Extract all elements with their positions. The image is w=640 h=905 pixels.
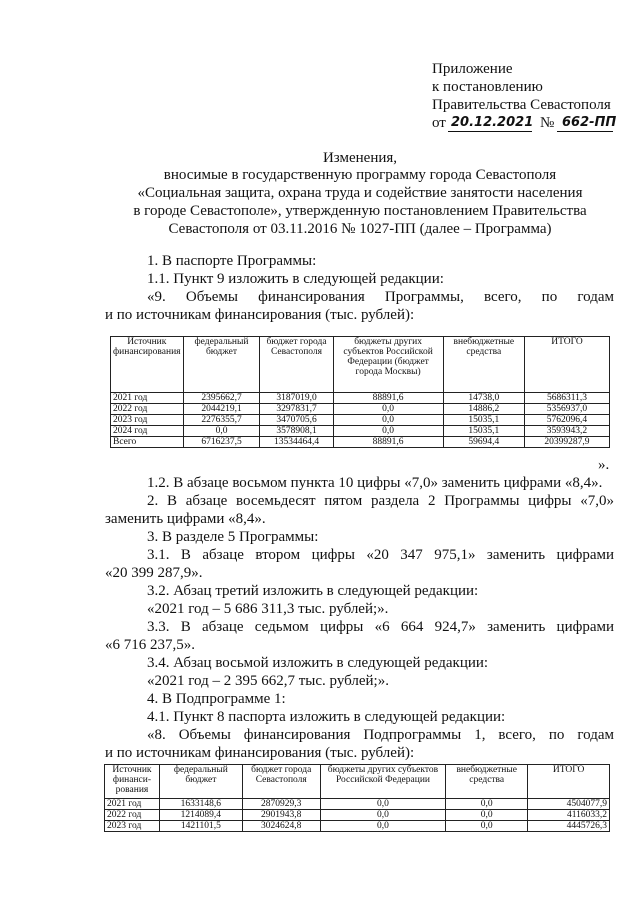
- header-source: Источник финанси-рования: [105, 765, 160, 799]
- appendix-from-label: от: [432, 115, 446, 131]
- appendix-line-1: Приложение: [432, 61, 513, 77]
- header-city: бюджет города Севастополя: [242, 765, 320, 799]
- para-4-1-quote-a: «8. Объемы финансирования Подпрограммы 1, всего, по годам: [147, 727, 614, 743]
- cell-other: 0,0: [320, 799, 446, 810]
- para-3-2: 3.2. Абзац третий изложить в следующей редакции:: [147, 583, 479, 599]
- header-extrabudget: внебюджетные средства: [443, 337, 524, 393]
- table-row: [111, 426, 610, 437]
- cell-other: 0,0: [333, 404, 443, 415]
- para-1-1: 1.1. Пункт 9 изложить в следующей редакции:: [147, 271, 444, 287]
- title-line-3: в городе Севастополе», утвержденную постановлением Правительства: [133, 203, 587, 219]
- cell-year: 2021 год: [111, 393, 184, 404]
- cell-extrabudget: 0,0: [446, 799, 528, 810]
- cell-city: 2901943,8: [242, 810, 320, 821]
- cell-total: 3593943,2: [524, 426, 609, 437]
- cell-federal: 1214089,4: [159, 810, 242, 821]
- cell-extrabudget: 0,0: [446, 810, 528, 821]
- number-underline: [557, 131, 613, 132]
- appendix-number-label: №: [540, 115, 555, 131]
- para-1-1-quote-a: «9. Объемы финансирования Программы, всего, по годам: [147, 289, 614, 305]
- cell-federal: 6716237,5: [183, 437, 260, 448]
- table-header-row: [105, 765, 610, 799]
- header-city: бюджет города Севастополя: [260, 337, 333, 393]
- header-extrabudget: внебюджетные средства: [446, 765, 528, 799]
- table-row: [111, 393, 610, 404]
- cell-extrabudget: 0,0: [446, 821, 528, 832]
- para-4: 4. В Подпрограмме 1:: [147, 691, 286, 707]
- table-row: [111, 415, 610, 426]
- cell-other: 88891,6: [333, 393, 443, 404]
- cell-other: 0,0: [320, 810, 446, 821]
- header-federal: федеральный бюджет: [159, 765, 242, 799]
- para-1-2: 1.2. В абзаце восьмом пункта 10 цифры «7,0» заменить цифрами «8,4».: [147, 475, 603, 491]
- table-row: [105, 799, 610, 810]
- title-line-2: «Социальная защита, охрана труда и содействие занятости населения: [137, 185, 583, 201]
- cell-city: 3578908,1: [260, 426, 333, 437]
- cell-year: 2023 год: [105, 821, 160, 832]
- appendix-line-3: Правительства Севастополя: [432, 97, 611, 113]
- cell-total: 5762096,4: [524, 415, 609, 426]
- cell-year: Всего: [111, 437, 184, 448]
- appendix-number: 662-ПП: [562, 115, 617, 130]
- cell-federal: 0,0: [183, 426, 260, 437]
- cell-city: 13534464,4: [260, 437, 333, 448]
- cell-total: 4504077,9: [528, 799, 610, 810]
- title-line-4: Севастополя от 03.11.2016 № 1027-ПП (далее – Программа): [168, 221, 552, 237]
- header-source: Источник финансирования: [111, 337, 184, 393]
- cell-year: 2022 год: [105, 810, 160, 821]
- cell-extrabudget: 14738,0: [443, 393, 524, 404]
- financing-table-subprogram: [104, 764, 610, 832]
- para-3-3-b: «6 716 237,5».: [105, 637, 195, 653]
- para-3: 3. В разделе 5 Программы:: [147, 529, 319, 545]
- cell-city: 3187019,0: [260, 393, 333, 404]
- para-3-1-a: 3.1. В абзаце втором цифры «20 347 975,1» заменить цифрами: [147, 547, 614, 563]
- table-row: [111, 404, 610, 415]
- date-underline: [448, 131, 532, 132]
- cell-city: 3024624,8: [242, 821, 320, 832]
- cell-total: 5686311,3: [524, 393, 609, 404]
- cell-year: 2023 год: [111, 415, 184, 426]
- cell-city: 3297831,7: [260, 404, 333, 415]
- para-1: 1. В паспорте Программы:: [147, 253, 317, 269]
- table-row: [105, 810, 610, 821]
- cell-year: 2021 год: [105, 799, 160, 810]
- cell-federal: 2276355,7: [183, 415, 260, 426]
- para-3-1-b: «20 399 287,9».: [105, 565, 203, 581]
- para-2-a: 2. В абзаце восемьдесят пятом раздела 2 Программы цифры «7,0»: [147, 493, 614, 509]
- appendix-line-2: к постановлению: [432, 79, 543, 95]
- title-line-1: вносимые в государственную программу города Севастополя: [163, 167, 557, 183]
- closing-quote: ».: [598, 457, 610, 473]
- cell-city: 2870929,3: [242, 799, 320, 810]
- para-1-1-quote-b: и по источникам финансирования (тыс. рублей):: [105, 307, 415, 323]
- cell-extrabudget: 14886,2: [443, 404, 524, 415]
- para-3-4: 3.4. Абзац восьмой изложить в следующей редакции:: [147, 655, 489, 671]
- header-other-subjects: бюджеты других субъектов Российской Федерации: [320, 765, 446, 799]
- table-row: [105, 821, 610, 832]
- cell-extrabudget: 15035,1: [443, 426, 524, 437]
- cell-total: 5356937,0: [524, 404, 609, 415]
- cell-other: 88891,6: [333, 437, 443, 448]
- cell-year: 2022 год: [111, 404, 184, 415]
- cell-federal: 2044219,1: [183, 404, 260, 415]
- para-2-b: заменить цифрами «8,4».: [105, 511, 266, 527]
- cell-other: 0,0: [333, 426, 443, 437]
- header-federal: федеральный бюджет: [183, 337, 260, 393]
- cell-extrabudget: 59694,4: [443, 437, 524, 448]
- cell-total: 4116033,2: [528, 810, 610, 821]
- financing-table-program: [110, 336, 610, 448]
- para-4-1: 4.1. Пункт 8 паспорта изложить в следующей редакции:: [147, 709, 506, 725]
- table-row-total: [111, 437, 610, 448]
- cell-other: 0,0: [320, 821, 446, 832]
- cell-city: 3470705,6: [260, 415, 333, 426]
- para-3-2-quote: «2021 год – 5 686 311,3 тыс. рублей;».: [147, 601, 389, 617]
- cell-federal: 1633148,6: [159, 799, 242, 810]
- para-4-1-quote-b: и по источникам финансирования (тыс. рублей):: [105, 745, 415, 761]
- cell-federal: 1421101,5: [159, 821, 242, 832]
- header-other-subjects: бюджеты других субъектов Российской Федерации (бюджет города Москвы): [333, 337, 443, 393]
- cell-federal: 2395662,7: [183, 393, 260, 404]
- table-header-row: [111, 337, 610, 393]
- header-total: ИТОГО: [528, 765, 610, 799]
- cell-year: 2024 год: [111, 426, 184, 437]
- cell-total: 4445726,3: [528, 821, 610, 832]
- cell-extrabudget: 15035,1: [443, 415, 524, 426]
- cell-total: 20399287,9: [524, 437, 609, 448]
- para-3-4-quote: «2021 год – 2 395 662,7 тыс. рублей;».: [147, 673, 389, 689]
- appendix-date: 20.12.2021: [451, 115, 534, 130]
- cell-other: 0,0: [333, 415, 443, 426]
- para-3-3-a: 3.3. В абзаце седьмом цифры «6 664 924,7» заменить цифрами: [147, 619, 614, 635]
- header-total: ИТОГО: [524, 337, 609, 393]
- title-heading: Изменения,: [322, 150, 398, 166]
